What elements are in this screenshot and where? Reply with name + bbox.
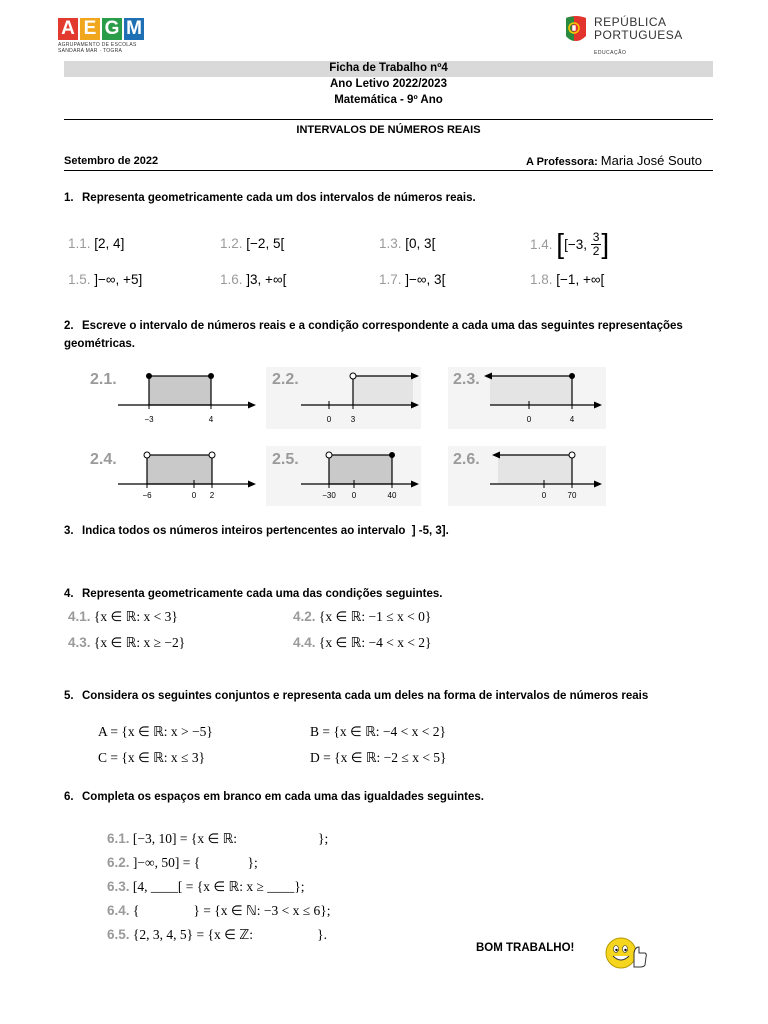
- q4-item: 4.2. {x ∈ ℝ: −1 ≤ x < 0}: [293, 609, 432, 624]
- tick-label: 4: [569, 415, 575, 424]
- q6-item: 6.1. [−3, 10] = {x ∈ ℝ: };: [107, 831, 329, 846]
- number-line-2-5: [266, 446, 421, 506]
- aegm-letter-a: A: [58, 18, 78, 40]
- number-line-2-3: [448, 367, 606, 429]
- divider: [64, 170, 713, 171]
- closing-text: BOM TRABALHO!: [476, 942, 575, 954]
- q1-item: 1.4. [ [−3, 3 2 ]: [530, 228, 610, 259]
- q6-item: 6.5. {2, 3, 4, 5} = {x ∈ ℤ: }.: [107, 927, 328, 942]
- question-4: 4. Representa geometricamente cada uma das condições seguintes.: [64, 588, 443, 600]
- set-d: D = {x ∈ ℝ: −2 ≤ x < 5}: [310, 750, 447, 765]
- republica-sub: EDUCAÇÃO: [594, 50, 627, 56]
- question-1: 1. Representa geometricamente cada um dos intervalos de números reais.: [64, 192, 476, 204]
- republica-text: REPÚBLICA PORTUGUESA: [594, 15, 683, 42]
- number-line-label: 2.1.: [90, 371, 117, 388]
- tick-label: −30: [322, 491, 336, 500]
- tick-label: 40: [387, 491, 397, 500]
- aegm-letter-m: M: [124, 18, 144, 40]
- number-line-label: 2.4.: [90, 451, 117, 468]
- teacher-label: A Professora:: [526, 156, 598, 168]
- number-line-label: 2.2.: [272, 371, 299, 388]
- tick-label: −6: [142, 491, 152, 500]
- q1-item: 1.3. [0, 3[: [379, 236, 436, 251]
- set-a: A = {x ∈ ℝ: x > −5}: [98, 724, 213, 739]
- topic-title: INTERVALOS DE NÚMEROS REAIS: [296, 124, 481, 136]
- tick-label: 3: [350, 415, 356, 424]
- q1-item: 1.7. ]−∞, 3[: [379, 272, 446, 287]
- tick-label: 0: [526, 415, 532, 424]
- q4-item: 4.3. {x ∈ ℝ: x ≥ −2}: [68, 635, 186, 650]
- aegm-letter-g: G: [102, 18, 122, 40]
- tick-label: 0: [326, 415, 332, 424]
- school-logo: [58, 18, 150, 60]
- teacher-name: Maria José Souto: [600, 153, 702, 168]
- subject-grade: Matemática - 9º Ano: [334, 94, 443, 106]
- q4-item: 4.1. {x ∈ ℝ: x < 3}: [68, 609, 178, 624]
- q1-item: 1.1. [2, 4]: [68, 236, 125, 251]
- divider: [64, 119, 713, 120]
- number-line-2-1: [90, 371, 256, 424]
- republica-logo: [562, 14, 692, 62]
- q4-item: 4.4. {x ∈ ℝ: −4 < x < 2}: [293, 635, 432, 650]
- number-line-label: 2.6.: [453, 451, 480, 468]
- number-line-label: 2.5.: [272, 451, 299, 468]
- number-line-2-6: [448, 446, 606, 506]
- q6-item: 6.2. ]−∞, 50] = { };: [107, 855, 258, 870]
- tick-label: 0: [351, 491, 357, 500]
- tick-label: 0: [191, 491, 197, 500]
- question-3: 3. Indica todos os números inteiros pertencentes ao intervalo ] -5, 3].: [64, 525, 449, 537]
- school-logo-subtitle: AGRUPAMENTO DE ESCOLAS SANDARA MAR · TOGRA: [58, 42, 137, 54]
- aegm-letters: [58, 18, 150, 40]
- date: Setembro de 2022: [64, 155, 159, 167]
- number-line-2-4: [90, 451, 256, 500]
- q1-item: 1.5. ]−∞, +5]: [68, 272, 143, 287]
- teacher: [526, 153, 702, 168]
- aegm-letter-e: E: [80, 18, 100, 40]
- smiley-thumbs-up-icon: [604, 935, 650, 971]
- q1-item: 1.6. ]3, +∞[: [220, 272, 287, 287]
- question-6: 6. Completa os espaços em branco em cada uma das igualdades seguintes.: [64, 791, 485, 803]
- question-5: 5. Considera os seguintes conjuntos e representa cada um deles na forma de intervalos de números reais: [64, 690, 649, 702]
- question-2: 2. Escreve o intervalo de números reais e a condição correspondente a cada uma das seguintes representações geométricas.: [64, 320, 683, 350]
- q1-item: 1.2. [−2, 5[: [220, 236, 285, 251]
- fraction: 3 2: [592, 229, 600, 258]
- number-line-label: 2.3.: [453, 371, 480, 388]
- q6-item: 6.4. { } = {x ∈ ℕ: −3 < x ≤ 6};: [107, 903, 331, 918]
- number-line-2-2: [266, 367, 421, 429]
- school-year: Ano Letivo 2022/2023: [330, 78, 447, 90]
- q6-item: 6.3. [4, ____[ = {x ∈ ℝ: x ≥ ____};: [107, 879, 305, 894]
- worksheet-title: Ficha de Trabalho nº4: [329, 62, 448, 74]
- set-c: C = {x ∈ ℝ: x ≤ 3}: [98, 750, 206, 765]
- set-b: B = {x ∈ ℝ: −4 < x < 2}: [310, 724, 446, 739]
- tick-label: 70: [567, 491, 577, 500]
- tick-label: 2: [209, 491, 215, 500]
- tick-label: 4: [208, 415, 214, 424]
- tick-label: −3: [144, 415, 154, 424]
- tick-label: 0: [541, 491, 547, 500]
- number-lines: [86, 362, 616, 512]
- republica-flag-icon: [562, 14, 590, 48]
- q1-item: 1.8. [−1, +∞[: [530, 272, 605, 287]
